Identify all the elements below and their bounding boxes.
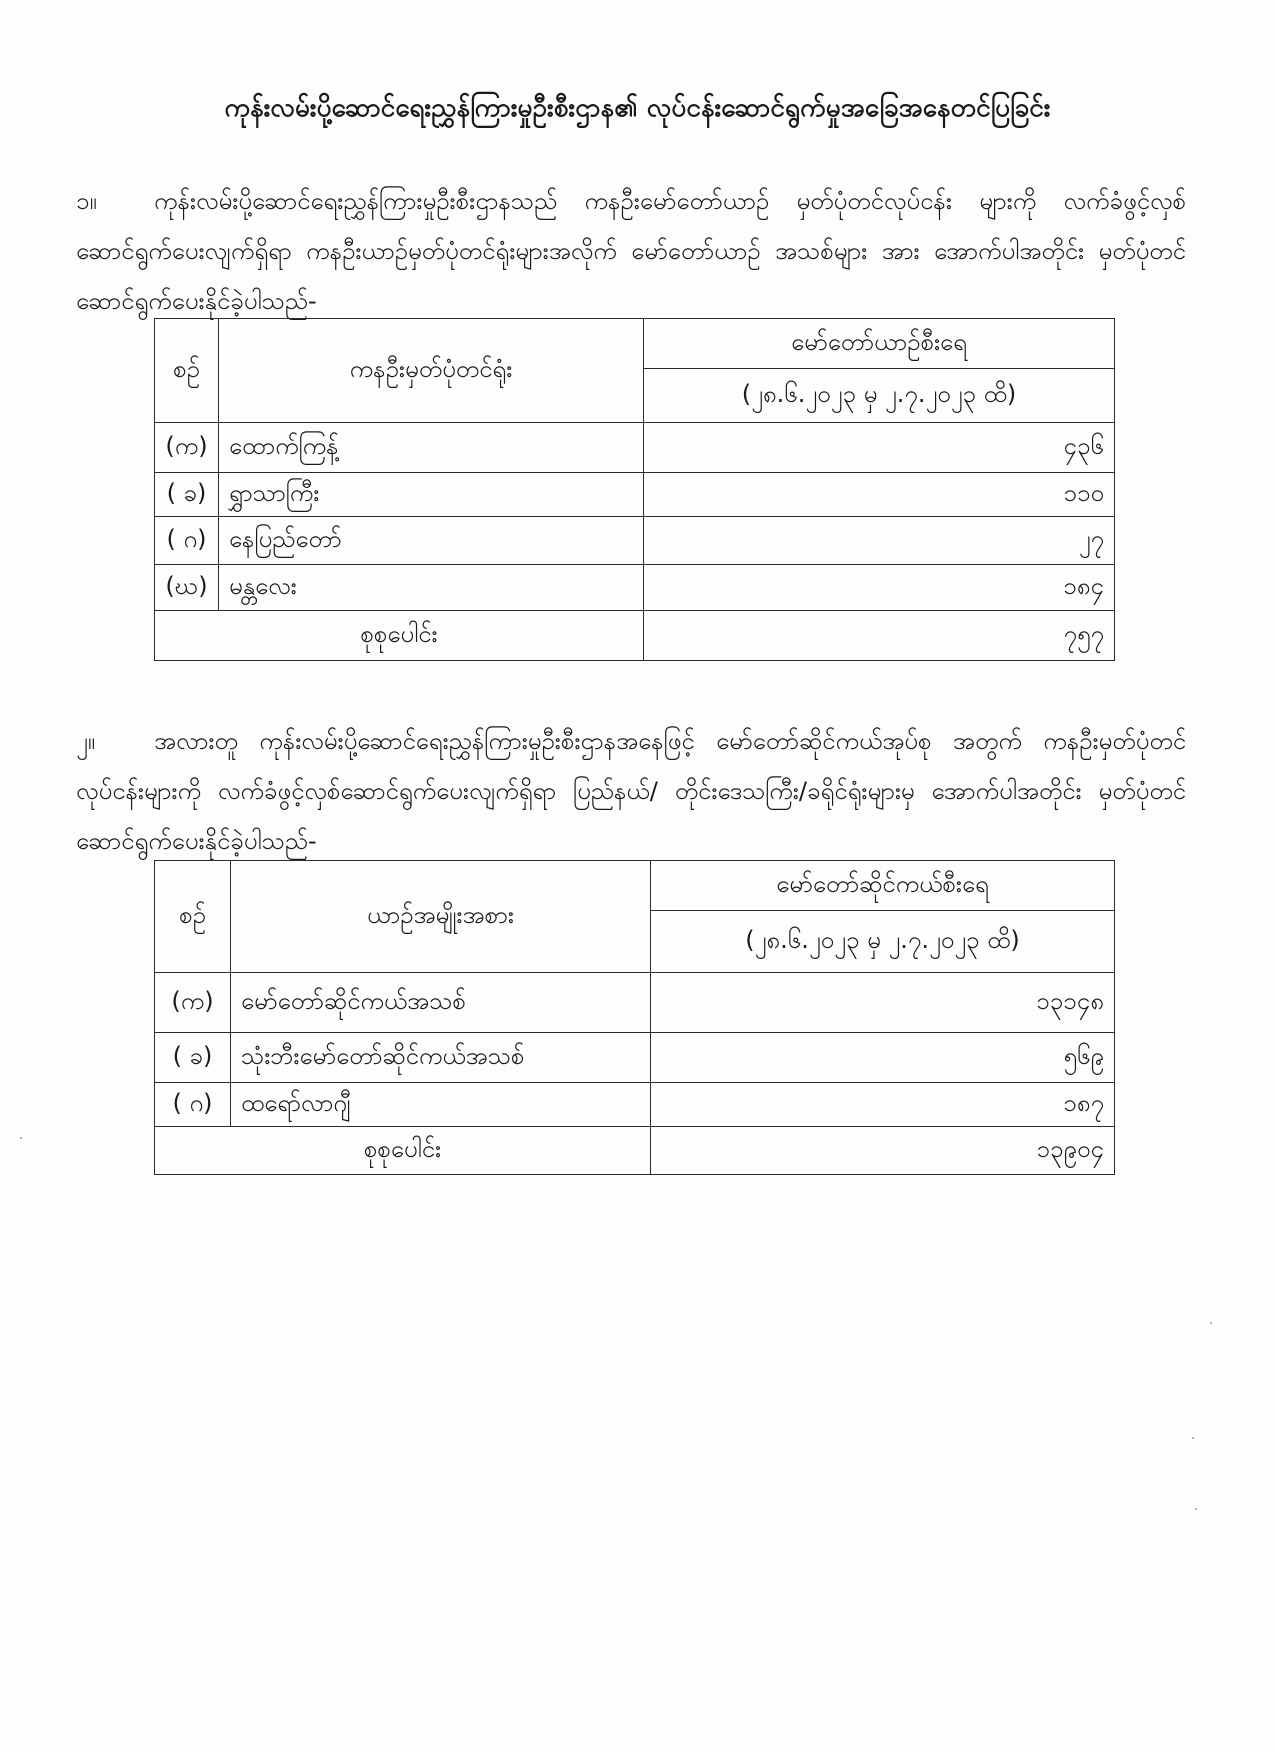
- table-row: [155, 1083, 1115, 1127]
- row-vehicle-type: သုံးဘီးမော်တော်ဆိုင်ကယ်အသစ်: [231, 1033, 651, 1083]
- col-header-motorcycle-count: မော်တော်ဆိုင်ကယ်စီးရေ: [651, 861, 1115, 911]
- table-row: [155, 565, 1115, 611]
- section-1-number: ၁။: [76, 187, 97, 215]
- col-header-vehicle-count: မော်တော်ယာဉ်စီးရေ: [644, 319, 1115, 369]
- row-index: (ဃ): [155, 565, 219, 611]
- section-2-text: အလားတူ ကုန်းလမ်းပို့ဆောင်ရေးညွှန်ကြားမှုဦးစီးဌာနအနေဖြင့် မော်တော်ဆိုင်ကယ်အုပ်စု အတွက် ကနဦးမှတ်ပုံတင်လုပ်ငန်းများကို လက်ခံဖွင့်လှစ်ဆောင်ရွက်ပေးလျက်ရှိရာ ပြည်နယ်/ တိုင်းဒေသကြီး/ခရိုင်ရုံးများမှ အောက်ပါအတိုင်း မှတ်ပုံတင်ဆောင်ရွက်ပေးနိုင်ခဲ့ပါသည်-: [76, 727, 1186, 855]
- row-index: (က): [155, 973, 231, 1033]
- row-index: ( ဂ): [155, 517, 219, 565]
- col-header-office: ကနဦးမှတ်ပုံတင်ရုံး: [219, 319, 644, 423]
- row-vehicle-type: မော်တော်ဆိုင်ကယ်အသစ်: [231, 973, 651, 1033]
- section-2-number: ၂။: [76, 727, 96, 755]
- scan-speck: [20, 1137, 22, 1139]
- motorcycle-type-table: [154, 860, 1115, 1175]
- row-value: ၅၆၉: [651, 1033, 1115, 1083]
- row-office: ရွှာသာကြီး: [219, 473, 644, 517]
- section-1-paragraph: [76, 176, 1186, 326]
- table-row: [155, 423, 1115, 473]
- total-label: စုစုပေါင်း: [155, 611, 644, 661]
- registration-office-table: [154, 318, 1115, 661]
- row-office: ထောက်ကြန့်: [219, 423, 644, 473]
- row-index: ( ခ): [155, 473, 219, 517]
- row-value: ၁၃၁၄၈: [651, 973, 1115, 1033]
- row-office: မန္တလေး: [219, 565, 644, 611]
- row-value: ၄၃၆: [644, 423, 1115, 473]
- table-row: [155, 517, 1115, 565]
- row-index: (က): [155, 423, 219, 473]
- row-value: ၁၈၄: [644, 565, 1115, 611]
- scan-speck: [1195, 1508, 1197, 1510]
- col-header-no: စဉ်: [155, 861, 231, 973]
- total-row: [155, 1127, 1115, 1175]
- table-row: [155, 473, 1115, 517]
- total-value: ၁၃၉၀၄: [651, 1127, 1115, 1175]
- row-index: ( ခ): [155, 1033, 231, 1083]
- row-office: နေပြည်တော်: [219, 517, 644, 565]
- total-row: [155, 611, 1115, 661]
- total-label: စုစုပေါင်း: [155, 1127, 651, 1175]
- total-value: ၇၅၇: [644, 611, 1115, 661]
- row-vehicle-type: ထရော်လာဂျီ: [231, 1083, 651, 1127]
- table-row: [155, 973, 1115, 1033]
- col-header-period: (၂၈.၆.၂၀၂၃ မှ ၂.၇.၂၀၂၃ ထိ): [651, 911, 1115, 973]
- section-1-text: ကုန်းလမ်းပို့ဆောင်ရေးညွှန်ကြားမှုဦးစီးဌာနသည် ကနဦးမော်တော်ယာဉ် မှတ်ပုံတင်လုပ်ငန်း များကို လက်ခံဖွင့်လှစ်ဆောင်ရွက်ပေးလျက်ရှိရာ ကနဦးယာဉ်မှတ်ပုံတင်ရုံးများအလိုက် မော်တော်ယာဉ် အသစ်များ အား အောက်ပါအတိုင်း မှတ်ပုံတင်ဆောင်ရွက်ပေးနိုင်ခဲ့ပါသည်-: [76, 187, 1186, 315]
- scan-speck: [1210, 1322, 1212, 1324]
- col-header-vehicle-type: ယာဉ်အမျိုးအစား: [231, 861, 651, 973]
- scan-speck: [1192, 1437, 1194, 1439]
- row-index: ( ဂ): [155, 1083, 231, 1127]
- row-value: ၁၁၀: [644, 473, 1115, 517]
- row-value: ၂၇: [644, 517, 1115, 565]
- col-header-no: စဉ်: [155, 319, 219, 423]
- document-title: ကုန်းလမ်းပို့ဆောင်ရေးညွှန်ကြားမှုဦးစီးဌာန၏ လုပ်ငန်းဆောင်ရွက်မှုအခြေအနေတင်ပြခြင်း: [224, 93, 1051, 123]
- table-row: [155, 1033, 1115, 1083]
- col-header-period: (၂၈.၆.၂၀၂၃ မှ ၂.၇.၂၀၂၃ ထိ): [644, 369, 1115, 423]
- section-2-paragraph: [76, 716, 1186, 866]
- row-value: ၁၈၇: [651, 1083, 1115, 1127]
